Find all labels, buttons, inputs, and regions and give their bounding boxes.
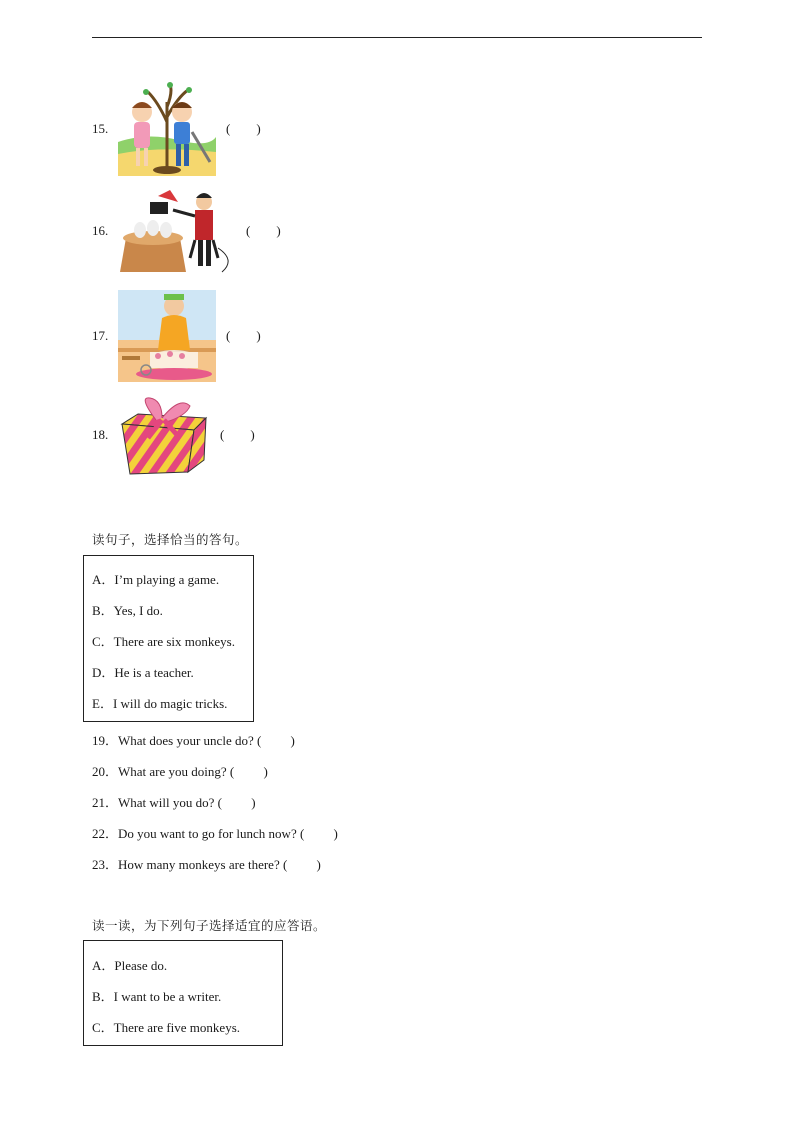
option-e: E．I will do magic tricks. bbox=[92, 696, 228, 711]
question-21: 21．What will you do? ( ) bbox=[92, 795, 256, 810]
picture-question-18 bbox=[92, 394, 255, 476]
question-22: 22．Do you want to go for lunch now? ( ) bbox=[92, 826, 338, 841]
question-number: 17. bbox=[92, 328, 109, 343]
woman-making-cake-image bbox=[118, 290, 216, 382]
option-d: D．He is a teacher. bbox=[92, 665, 194, 680]
answer-paren: ( ) bbox=[226, 121, 261, 136]
section2-options-box bbox=[83, 940, 283, 1046]
picture-question-15 bbox=[92, 82, 261, 176]
picture-question-17 bbox=[92, 290, 261, 382]
gift-box-image bbox=[118, 394, 210, 476]
answer-paren: ( ) bbox=[226, 328, 261, 343]
section1-instruction: 读句子，选择恰当的答句。 bbox=[92, 532, 249, 547]
option-c: C．There are five monkeys. bbox=[92, 1020, 241, 1035]
magician-with-rabbits-image bbox=[118, 188, 236, 274]
picture-question-16 bbox=[92, 188, 281, 274]
question-number: 16. bbox=[92, 223, 109, 238]
question-number: 15. bbox=[92, 121, 109, 136]
option-b: B．Yes, I do. bbox=[92, 603, 163, 618]
answer-paren: ( ) bbox=[220, 427, 255, 442]
header-rule bbox=[92, 37, 702, 38]
section1-options-box bbox=[83, 555, 254, 722]
option-a: A．Please do. bbox=[92, 958, 168, 973]
question-19: 19．What does your uncle do? ( ) bbox=[92, 733, 295, 748]
option-b: B．I want to be a writer. bbox=[92, 989, 222, 1004]
question-number: 18. bbox=[92, 427, 109, 442]
option-c: C．There are six monkeys. bbox=[92, 634, 235, 649]
children-planting-tree-image bbox=[118, 82, 216, 176]
answer-paren: ( ) bbox=[246, 223, 281, 238]
question-23: 23．How many monkeys are there? ( ) bbox=[92, 857, 321, 872]
section2-instruction: 读一读，为下列句子选择适宜的应答语。 bbox=[92, 918, 327, 933]
option-a: A．I’m playing a game. bbox=[92, 572, 220, 587]
question-20: 20．What are you doing? ( ) bbox=[92, 764, 268, 779]
